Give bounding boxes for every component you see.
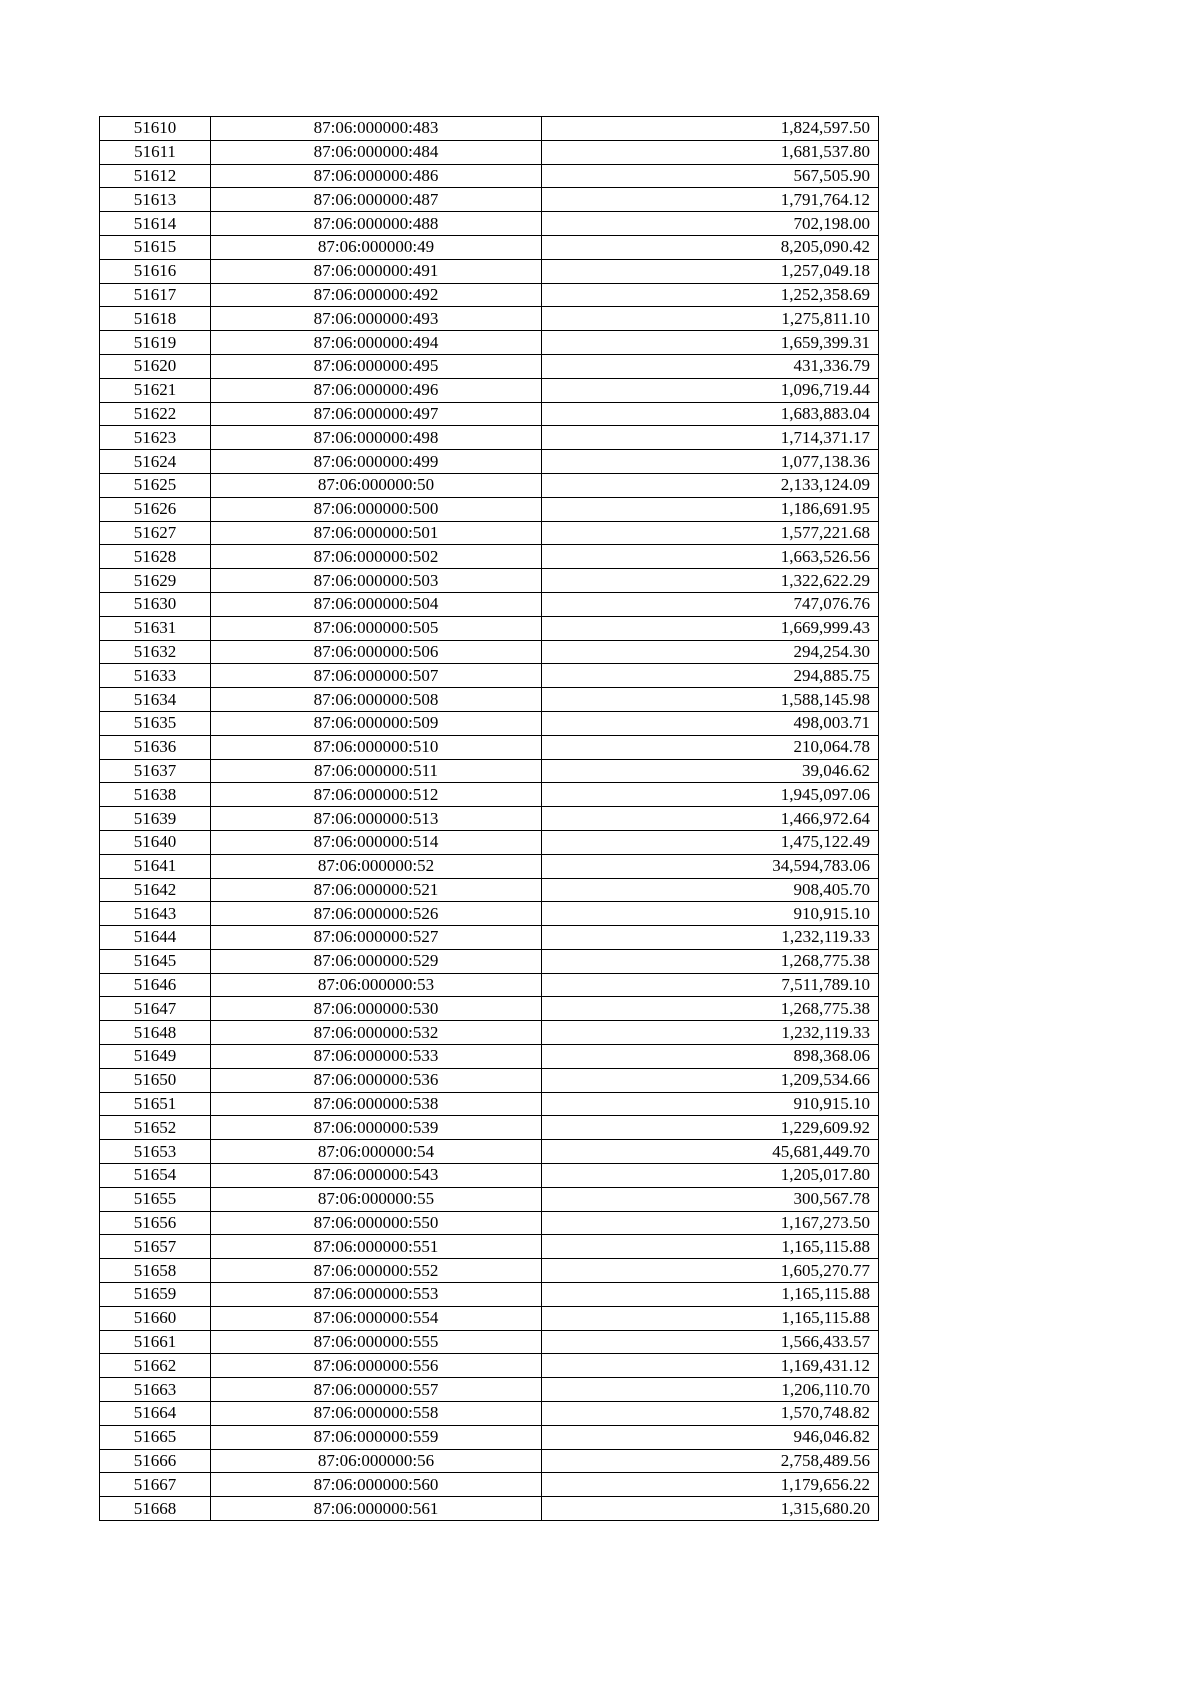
table-row <box>100 902 879 926</box>
table-row <box>100 1211 879 1235</box>
row-number-cell: 51652 <box>100 1116 211 1140</box>
row-number-cell: 51622 <box>100 402 211 426</box>
row-number-cell: 51642 <box>100 878 211 902</box>
table-row <box>100 1473 879 1497</box>
cadastral-number-cell: 87:06:000000:487 <box>211 188 542 212</box>
value-cell: 908,405.70 <box>542 878 879 902</box>
table-row <box>100 807 879 831</box>
cadastral-number-cell: 87:06:000000:500 <box>211 497 542 521</box>
cadastral-number-cell: 87:06:000000:491 <box>211 259 542 283</box>
row-number-cell: 51663 <box>100 1378 211 1402</box>
value-cell: 2,758,489.56 <box>542 1449 879 1473</box>
table-row <box>100 854 879 878</box>
value-cell: 1,791,764.12 <box>542 188 879 212</box>
row-number-cell: 51641 <box>100 854 211 878</box>
row-number-cell: 51653 <box>100 1140 211 1164</box>
value-cell: 1,229,609.92 <box>542 1116 879 1140</box>
value-cell: 1,945,097.06 <box>542 783 879 807</box>
table-row <box>100 711 879 735</box>
value-cell: 1,179,656.22 <box>542 1473 879 1497</box>
value-cell: 8,205,090.42 <box>542 235 879 259</box>
cadastral-number-cell: 87:06:000000:527 <box>211 926 542 950</box>
cadastral-number-cell: 87:06:000000:538 <box>211 1092 542 1116</box>
table-row <box>100 1187 879 1211</box>
table-row <box>100 117 879 141</box>
value-cell: 431,336.79 <box>542 354 879 378</box>
cadastral-number-cell: 87:06:000000:486 <box>211 164 542 188</box>
row-number-cell: 51657 <box>100 1235 211 1259</box>
table-row <box>100 164 879 188</box>
table-row <box>100 259 879 283</box>
value-cell: 702,198.00 <box>542 212 879 236</box>
row-number-cell: 51649 <box>100 1045 211 1069</box>
value-cell: 1,683,883.04 <box>542 402 879 426</box>
table-row <box>100 1283 879 1307</box>
value-cell: 1,275,811.10 <box>542 307 879 331</box>
value-cell: 1,096,719.44 <box>542 378 879 402</box>
table-row <box>100 1140 879 1164</box>
table-row <box>100 997 879 1021</box>
value-cell: 1,257,049.18 <box>542 259 879 283</box>
table-row <box>100 592 879 616</box>
value-cell: 1,659,399.31 <box>542 331 879 355</box>
row-number-cell: 51651 <box>100 1092 211 1116</box>
row-number-cell: 51665 <box>100 1425 211 1449</box>
table-row <box>100 545 879 569</box>
value-cell: 910,915.10 <box>542 902 879 926</box>
row-number-cell: 51610 <box>100 117 211 141</box>
cadastral-number-cell: 87:06:000000:521 <box>211 878 542 902</box>
table-row <box>100 1354 879 1378</box>
cadastral-number-cell: 87:06:000000:512 <box>211 783 542 807</box>
row-number-cell: 51659 <box>100 1283 211 1307</box>
value-cell: 300,567.78 <box>542 1187 879 1211</box>
row-number-cell: 51621 <box>100 378 211 402</box>
row-number-cell: 51655 <box>100 1187 211 1211</box>
table-row <box>100 1116 879 1140</box>
value-cell: 1,165,115.88 <box>542 1283 879 1307</box>
cadastral-number-cell: 87:06:000000:499 <box>211 450 542 474</box>
cadastral-number-cell: 87:06:000000:506 <box>211 640 542 664</box>
value-cell: 1,206,110.70 <box>542 1378 879 1402</box>
table-row <box>100 1306 879 1330</box>
value-cell: 567,505.90 <box>542 164 879 188</box>
table-row <box>100 140 879 164</box>
table-row <box>100 616 879 640</box>
table-row <box>100 497 879 521</box>
cadastral-number-cell: 87:06:000000:54 <box>211 1140 542 1164</box>
cadastral-number-cell: 87:06:000000:497 <box>211 402 542 426</box>
table-body <box>100 117 879 1521</box>
cadastral-number-cell: 87:06:000000:559 <box>211 1425 542 1449</box>
cadastral-number-cell: 87:06:000000:507 <box>211 664 542 688</box>
table-row <box>100 569 879 593</box>
cadastral-number-cell: 87:06:000000:530 <box>211 997 542 1021</box>
table-row <box>100 354 879 378</box>
value-cell: 1,077,138.36 <box>542 450 879 474</box>
cadastral-number-cell: 87:06:000000:552 <box>211 1259 542 1283</box>
table-row <box>100 640 879 664</box>
cadastral-number-cell: 87:06:000000:561 <box>211 1497 542 1521</box>
cadastral-number-cell: 87:06:000000:509 <box>211 711 542 735</box>
cadastral-number-cell: 87:06:000000:56 <box>211 1449 542 1473</box>
cadastral-number-cell: 87:06:000000:483 <box>211 117 542 141</box>
row-number-cell: 51662 <box>100 1354 211 1378</box>
cadastral-number-cell: 87:06:000000:533 <box>211 1045 542 1069</box>
cadastral-number-cell: 87:06:000000:551 <box>211 1235 542 1259</box>
row-number-cell: 51637 <box>100 759 211 783</box>
value-cell: 210,064.78 <box>542 735 879 759</box>
row-number-cell: 51647 <box>100 997 211 1021</box>
value-cell: 946,046.82 <box>542 1425 879 1449</box>
table-row <box>100 1378 879 1402</box>
cadastral-number-cell: 87:06:000000:494 <box>211 331 542 355</box>
cadastral-number-cell: 87:06:000000:554 <box>211 1306 542 1330</box>
row-number-cell: 51618 <box>100 307 211 331</box>
cadastral-number-cell: 87:06:000000:558 <box>211 1402 542 1426</box>
row-number-cell: 51658 <box>100 1259 211 1283</box>
cadastral-number-cell: 87:06:000000:498 <box>211 426 542 450</box>
value-cell: 1,169,431.12 <box>542 1354 879 1378</box>
row-number-cell: 51636 <box>100 735 211 759</box>
table-row <box>100 235 879 259</box>
value-cell: 1,167,273.50 <box>542 1211 879 1235</box>
table-row <box>100 426 879 450</box>
cadastral-number-cell: 87:06:000000:502 <box>211 545 542 569</box>
value-cell: 1,205,017.80 <box>542 1164 879 1188</box>
value-cell: 7,511,789.10 <box>542 973 879 997</box>
value-cell: 34,594,783.06 <box>542 854 879 878</box>
cadastral-number-cell: 87:06:000000:501 <box>211 521 542 545</box>
table-row <box>100 783 879 807</box>
cadastral-number-cell: 87:06:000000:55 <box>211 1187 542 1211</box>
table-row <box>100 688 879 712</box>
value-cell: 1,663,526.56 <box>542 545 879 569</box>
value-cell: 1,232,119.33 <box>542 1021 879 1045</box>
value-cell: 1,605,270.77 <box>542 1259 879 1283</box>
data-table <box>99 116 879 1521</box>
value-cell: 1,165,115.88 <box>542 1235 879 1259</box>
cadastral-number-cell: 87:06:000000:508 <box>211 688 542 712</box>
table-row <box>100 1259 879 1283</box>
row-number-cell: 51634 <box>100 688 211 712</box>
table-row <box>100 1164 879 1188</box>
table-row <box>100 1068 879 1092</box>
value-cell: 1,165,115.88 <box>542 1306 879 1330</box>
row-number-cell: 51654 <box>100 1164 211 1188</box>
row-number-cell: 51646 <box>100 973 211 997</box>
table-row <box>100 378 879 402</box>
cadastral-number-cell: 87:06:000000:532 <box>211 1021 542 1045</box>
row-number-cell: 51650 <box>100 1068 211 1092</box>
row-number-cell: 51620 <box>100 354 211 378</box>
row-number-cell: 51668 <box>100 1497 211 1521</box>
value-cell: 1,588,145.98 <box>542 688 879 712</box>
value-cell: 294,254.30 <box>542 640 879 664</box>
table-row <box>100 450 879 474</box>
row-number-cell: 51629 <box>100 569 211 593</box>
cadastral-number-cell: 87:06:000000:556 <box>211 1354 542 1378</box>
cadastral-number-cell: 87:06:000000:505 <box>211 616 542 640</box>
table-row <box>100 331 879 355</box>
cadastral-number-cell: 87:06:000000:488 <box>211 212 542 236</box>
cadastral-number-cell: 87:06:000000:511 <box>211 759 542 783</box>
value-cell: 45,681,449.70 <box>542 1140 879 1164</box>
row-number-cell: 51640 <box>100 830 211 854</box>
value-cell: 1,232,119.33 <box>542 926 879 950</box>
table-row <box>100 1402 879 1426</box>
value-cell: 1,252,358.69 <box>542 283 879 307</box>
cadastral-number-cell: 87:06:000000:484 <box>211 140 542 164</box>
row-number-cell: 51611 <box>100 140 211 164</box>
cadastral-number-cell: 87:06:000000:503 <box>211 569 542 593</box>
cadastral-number-cell: 87:06:000000:539 <box>211 1116 542 1140</box>
table-row <box>100 664 879 688</box>
row-number-cell: 51631 <box>100 616 211 640</box>
value-cell: 1,268,775.38 <box>542 997 879 1021</box>
row-number-cell: 51656 <box>100 1211 211 1235</box>
value-cell: 1,681,537.80 <box>542 140 879 164</box>
value-cell: 1,824,597.50 <box>542 117 879 141</box>
row-number-cell: 51616 <box>100 259 211 283</box>
value-cell: 1,577,221.68 <box>542 521 879 545</box>
cadastral-number-cell: 87:06:000000:526 <box>211 902 542 926</box>
row-number-cell: 51644 <box>100 926 211 950</box>
cadastral-number-cell: 87:06:000000:529 <box>211 949 542 973</box>
table-row <box>100 949 879 973</box>
row-number-cell: 51661 <box>100 1330 211 1354</box>
table-row <box>100 1449 879 1473</box>
value-cell: 39,046.62 <box>542 759 879 783</box>
table-row <box>100 1497 879 1521</box>
value-cell: 747,076.76 <box>542 592 879 616</box>
value-cell: 2,133,124.09 <box>542 473 879 497</box>
table-row <box>100 1092 879 1116</box>
value-cell: 1,209,534.66 <box>542 1068 879 1092</box>
cadastral-number-cell: 87:06:000000:495 <box>211 354 542 378</box>
table-row <box>100 1330 879 1354</box>
cadastral-number-cell: 87:06:000000:493 <box>211 307 542 331</box>
cadastral-number-cell: 87:06:000000:504 <box>211 592 542 616</box>
value-cell: 498,003.71 <box>542 711 879 735</box>
value-cell: 1,475,122.49 <box>542 830 879 854</box>
table-row <box>100 735 879 759</box>
table-row <box>100 283 879 307</box>
row-number-cell: 51633 <box>100 664 211 688</box>
table-row <box>100 1235 879 1259</box>
row-number-cell: 51648 <box>100 1021 211 1045</box>
value-cell: 1,466,972.64 <box>542 807 879 831</box>
row-number-cell: 51632 <box>100 640 211 664</box>
table-row <box>100 212 879 236</box>
cadastral-number-cell: 87:06:000000:496 <box>211 378 542 402</box>
value-cell: 1,268,775.38 <box>542 949 879 973</box>
table-row <box>100 878 879 902</box>
row-number-cell: 51667 <box>100 1473 211 1497</box>
cadastral-number-cell: 87:06:000000:557 <box>211 1378 542 1402</box>
value-cell: 1,714,371.17 <box>542 426 879 450</box>
cadastral-number-cell: 87:06:000000:492 <box>211 283 542 307</box>
row-number-cell: 51619 <box>100 331 211 355</box>
document-page <box>99 116 878 1521</box>
value-cell: 1,570,748.82 <box>542 1402 879 1426</box>
value-cell: 1,566,433.57 <box>542 1330 879 1354</box>
cadastral-number-cell: 87:06:000000:536 <box>211 1068 542 1092</box>
table-row <box>100 759 879 783</box>
cadastral-number-cell: 87:06:000000:553 <box>211 1283 542 1307</box>
value-cell: 1,322,622.29 <box>542 569 879 593</box>
row-number-cell: 51666 <box>100 1449 211 1473</box>
value-cell: 898,368.06 <box>542 1045 879 1069</box>
cadastral-number-cell: 87:06:000000:52 <box>211 854 542 878</box>
row-number-cell: 51645 <box>100 949 211 973</box>
value-cell: 910,915.10 <box>542 1092 879 1116</box>
row-number-cell: 51615 <box>100 235 211 259</box>
cadastral-number-cell: 87:06:000000:53 <box>211 973 542 997</box>
row-number-cell: 51623 <box>100 426 211 450</box>
cadastral-number-cell: 87:06:000000:513 <box>211 807 542 831</box>
table-row <box>100 402 879 426</box>
table-row <box>100 521 879 545</box>
cadastral-number-cell: 87:06:000000:50 <box>211 473 542 497</box>
cadastral-number-cell: 87:06:000000:555 <box>211 1330 542 1354</box>
row-number-cell: 51624 <box>100 450 211 474</box>
cadastral-number-cell: 87:06:000000:550 <box>211 1211 542 1235</box>
row-number-cell: 51628 <box>100 545 211 569</box>
row-number-cell: 51664 <box>100 1402 211 1426</box>
row-number-cell: 51660 <box>100 1306 211 1330</box>
cadastral-number-cell: 87:06:000000:543 <box>211 1164 542 1188</box>
value-cell: 1,669,999.43 <box>542 616 879 640</box>
cadastral-number-cell: 87:06:000000:510 <box>211 735 542 759</box>
row-number-cell: 51625 <box>100 473 211 497</box>
row-number-cell: 51627 <box>100 521 211 545</box>
value-cell: 1,186,691.95 <box>542 497 879 521</box>
table-row <box>100 473 879 497</box>
row-number-cell: 51612 <box>100 164 211 188</box>
row-number-cell: 51617 <box>100 283 211 307</box>
row-number-cell: 51626 <box>100 497 211 521</box>
value-cell: 294,885.75 <box>542 664 879 688</box>
value-cell: 1,315,680.20 <box>542 1497 879 1521</box>
table-row <box>100 1021 879 1045</box>
cadastral-number-cell: 87:06:000000:560 <box>211 1473 542 1497</box>
table-row <box>100 926 879 950</box>
row-number-cell: 51613 <box>100 188 211 212</box>
table-row <box>100 188 879 212</box>
table-row <box>100 1045 879 1069</box>
table-row <box>100 973 879 997</box>
row-number-cell: 51635 <box>100 711 211 735</box>
row-number-cell: 51614 <box>100 212 211 236</box>
table-row <box>100 1425 879 1449</box>
cadastral-number-cell: 87:06:000000:49 <box>211 235 542 259</box>
row-number-cell: 51638 <box>100 783 211 807</box>
cadastral-number-cell: 87:06:000000:514 <box>211 830 542 854</box>
table-row <box>100 830 879 854</box>
row-number-cell: 51630 <box>100 592 211 616</box>
row-number-cell: 51643 <box>100 902 211 926</box>
table-row <box>100 307 879 331</box>
row-number-cell: 51639 <box>100 807 211 831</box>
